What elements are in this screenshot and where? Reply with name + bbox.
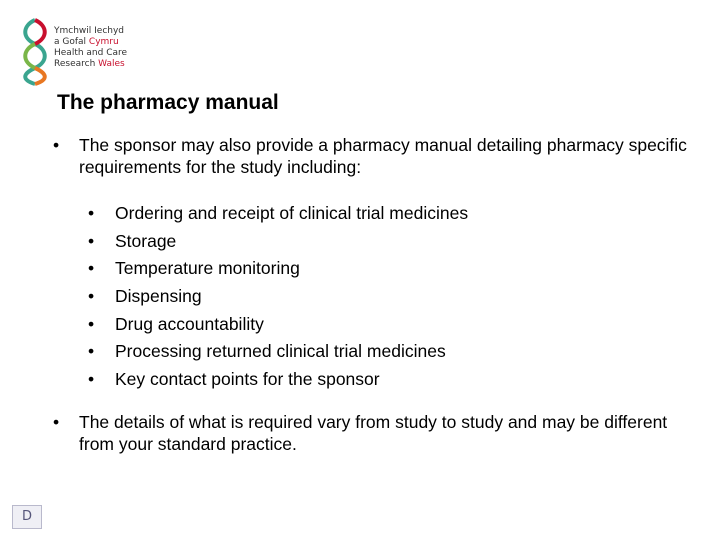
bullet-marker: • [88, 341, 95, 362]
bullet-marker: • [88, 286, 95, 307]
helix-logo-icon [18, 16, 52, 86]
logo-wordmark [54, 26, 127, 70]
list-item [88, 313, 648, 341]
logo-line-3: Health and Care [54, 48, 128, 58]
list-item-text: Processing returned clinical trial medicines [115, 341, 446, 362]
organisation-logo [10, 10, 130, 88]
intro-bullet-text: The sponsor may also provide a pharmacy manual detailing pharmacy specific requirements for the study including: [79, 135, 687, 177]
list-item [88, 257, 648, 285]
list-item-text: Drug accountability [115, 313, 264, 334]
bullet-marker: • [88, 258, 95, 279]
bullet-marker: • [88, 313, 95, 334]
slide-marker-badge: D [12, 505, 42, 529]
bullet-marker: • [53, 412, 60, 432]
logo-line-4: Research Wales [54, 59, 125, 69]
list-item [88, 368, 648, 396]
closing-bullet-text: The details of what is required vary from study to study and may be different from your standard practice. [79, 412, 668, 454]
list-item-text: Ordering and receipt of clinical trial medicines [115, 203, 469, 223]
list-item-text: Key contact points for the sponsor [115, 369, 380, 390]
list-item [88, 230, 648, 258]
logo-line-1: Ymchwil Iechyd [54, 26, 125, 36]
bullet-marker: • [53, 135, 60, 155]
list-item [88, 202, 648, 230]
slide-title: The pharmacy manual [57, 91, 279, 114]
list-item-text: Dispensing [115, 286, 202, 307]
logo-line-2: a Gofal Cymru [54, 37, 119, 47]
list-item [88, 285, 648, 313]
list-item-text: Storage [115, 230, 177, 251]
bullet-marker: • [88, 230, 95, 251]
list-item [88, 340, 648, 368]
requirements-list [88, 202, 648, 396]
list-item-text: Temperature monitoring [115, 258, 300, 279]
bullet-marker: • [88, 369, 95, 390]
bullet-marker: • [88, 203, 95, 223]
